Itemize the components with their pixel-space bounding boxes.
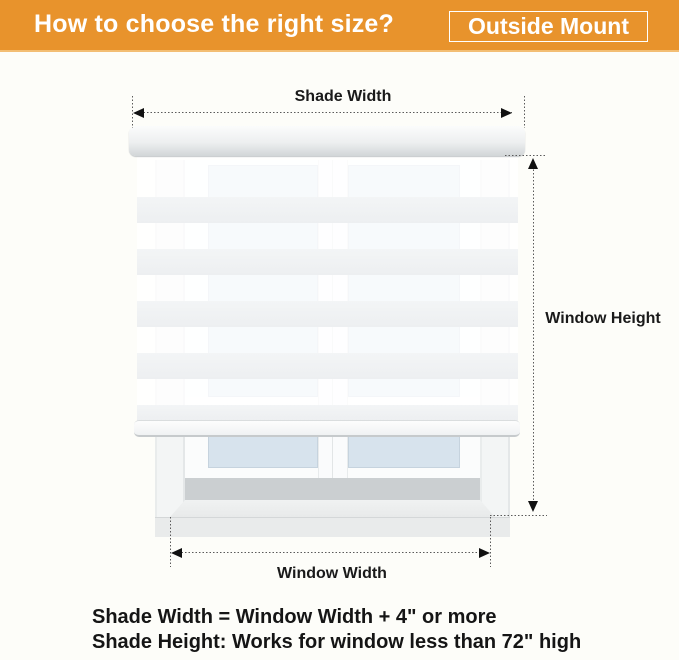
arrowhead-down-icon [528,501,538,512]
shade-fabric [137,155,518,421]
arrowhead-right-icon [501,108,512,118]
window-height-arrow [533,166,534,506]
window-sill [170,500,495,517]
shade-width-arrow [140,112,512,113]
window-height-label: Window Height [545,310,661,327]
window-width-label: Window Width [277,565,387,582]
shade-solid-band [137,301,518,327]
window-apron [155,517,510,537]
window-width-arrow [178,552,483,553]
shade-solid-band [137,353,518,379]
shade-height-note: Shade Height: Works for window less than 72" high [92,631,582,653]
shade-solid-band [137,197,518,223]
arrowhead-up-icon [528,158,538,169]
window-width-guide-left [170,517,171,567]
window-height-leader-bottom [490,515,547,516]
shade-width-formula: Shade Width = Window Width + 4" or more [92,606,497,628]
arrowhead-left-icon [133,108,144,118]
sizing-notes [92,605,581,655]
window-height-leader-top [505,155,547,156]
shade-solid-band [137,249,518,275]
window-inner-frame [185,478,480,500]
page-title: How to choose the right size? [34,10,394,38]
shade-solid-band [137,405,518,421]
window-width-guide-right [490,517,491,567]
arrowhead-left-icon [171,548,182,558]
shade-headrail [129,126,525,156]
header-banner [0,0,679,52]
shade-width-label: Shade Width [294,88,392,105]
outside-mount-badge: Outside Mount [449,11,648,42]
arrowhead-right-icon [479,548,490,558]
shade-width-guide-right [524,96,525,128]
shade-bottom-rail [134,420,520,437]
